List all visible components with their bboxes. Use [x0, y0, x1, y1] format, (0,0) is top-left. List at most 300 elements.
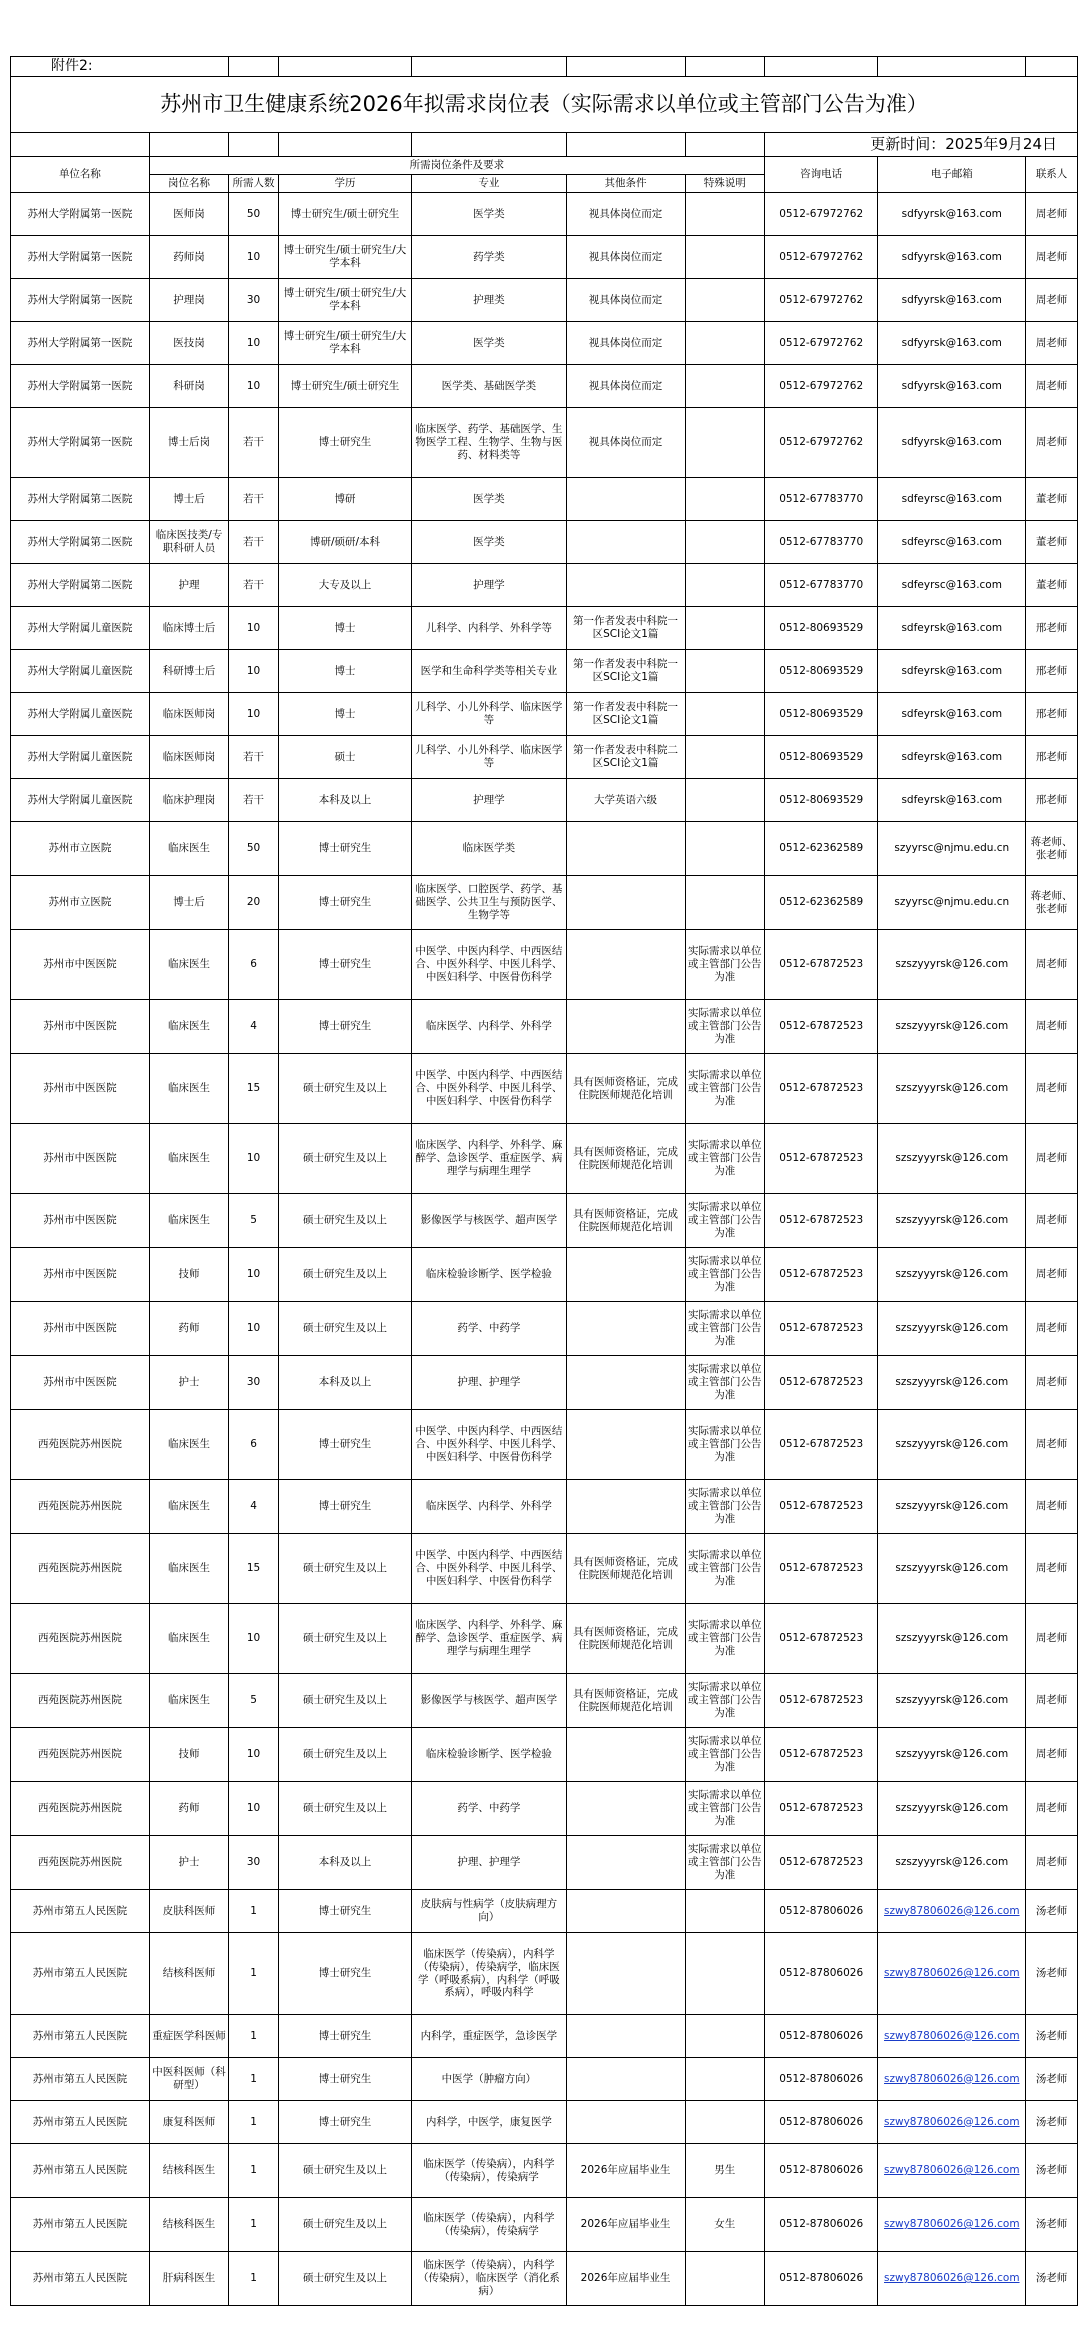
cell-count: 6 [229, 1410, 279, 1480]
cell-post: 皮肤科医师 [149, 1890, 228, 1933]
cell-count: 15 [229, 1054, 279, 1124]
cell-count: 1 [229, 1933, 279, 2015]
cell-contact: 邢老师 [1026, 607, 1078, 650]
table-row [11, 1480, 1078, 1534]
table-row [11, 408, 1078, 478]
cell-major: 护理类 [412, 279, 566, 322]
cell-phone: 0512-80693529 [764, 650, 878, 693]
cell-edu: 博士 [278, 693, 411, 736]
cell-contact: 邢老师 [1026, 650, 1078, 693]
cell-phone: 0512-80693529 [764, 736, 878, 779]
cell-email: szyyrsc@njmu.edu.cn [878, 876, 1026, 930]
cell-email: sdfyyrsk@163.com [878, 236, 1026, 279]
cell-phone: 0512-67872523 [764, 1480, 878, 1534]
cell-post: 临床医生 [149, 1534, 228, 1604]
cell-special [685, 822, 764, 876]
cell-special: 实际需求以单位或主管部门公告为准 [685, 1124, 764, 1194]
cell-count: 10 [229, 365, 279, 408]
cell-post: 临床医生 [149, 1000, 228, 1054]
cell-special: 男生 [685, 2144, 764, 2198]
cell-major: 儿科学、内科学、外科学等 [412, 607, 566, 650]
cell-major: 医学类、基础医学类 [412, 365, 566, 408]
cell-post: 康复科医师 [149, 2101, 228, 2144]
cell-unit: 苏州大学附属儿童医院 [11, 650, 150, 693]
cell-edu: 大专及以上 [278, 564, 411, 607]
cell-edu: 博研 [278, 478, 411, 521]
header-other: 其他条件 [566, 175, 685, 193]
cell-special [685, 478, 764, 521]
cell-phone: 0512-87806026 [764, 2101, 878, 2144]
cell-contact: 周老师 [1026, 930, 1078, 1000]
cell-other: 2026年应届毕业生 [566, 2198, 685, 2252]
table-row [11, 2144, 1078, 2198]
cell-edu: 博士 [278, 650, 411, 693]
cell-phone: 0512-87806026 [764, 1933, 878, 2015]
cell-phone: 0512-87806026 [764, 1890, 878, 1933]
cell-phone: 0512-62362589 [764, 822, 878, 876]
cell-unit: 西苑医院苏州医院 [11, 1728, 150, 1782]
cell-post: 护士 [149, 1356, 228, 1410]
cell-count: 1 [229, 2252, 279, 2306]
updated-date: 更新时间：2025年9月24日 [764, 133, 1077, 157]
cell-major: 临床检验诊断学、医学检验 [412, 1728, 566, 1782]
cell-phone: 0512-67872523 [764, 1604, 878, 1674]
cell-special [685, 365, 764, 408]
header-edu: 学历 [278, 175, 411, 193]
cell-other: 大学英语六级 [566, 779, 685, 822]
cell-contact: 周老师 [1026, 1356, 1078, 1410]
header-row-1 [11, 157, 1078, 175]
cell-count: 1 [229, 2144, 279, 2198]
cell-special [685, 650, 764, 693]
header-phone: 咨询电话 [764, 157, 878, 193]
cell-unit: 苏州大学附属第二医院 [11, 521, 150, 564]
cell-email: sdfyyrsk@163.com [878, 279, 1026, 322]
cell-edu: 博士研究生 [278, 2015, 411, 2058]
cell-edu: 博士研究生 [278, 876, 411, 930]
cell-other: 视具体岗位而定 [566, 365, 685, 408]
cell-count: 30 [229, 1356, 279, 1410]
cell-other [566, 822, 685, 876]
cell-special: 实际需求以单位或主管部门公告为准 [685, 1194, 764, 1248]
cell-unit: 西苑医院苏州医院 [11, 1534, 150, 1604]
cell-unit: 苏州大学附属第一医院 [11, 236, 150, 279]
table-row [11, 1124, 1078, 1194]
cell-unit: 苏州大学附属儿童医院 [11, 779, 150, 822]
table-row [11, 236, 1078, 279]
cell-count: 若干 [229, 736, 279, 779]
cell-major: 影像医学与核医学、超声医学 [412, 1194, 566, 1248]
cell-email: sdfeyrsc@163.com [878, 521, 1026, 564]
table-row [11, 1410, 1078, 1480]
cell-major: 临床医学、内科学、外科学 [412, 1480, 566, 1534]
cell-edu: 硕士研究生及以上 [278, 1604, 411, 1674]
cell-edu: 博士研究生/硕士研究生 [278, 193, 411, 236]
cell-phone: 0512-67872523 [764, 930, 878, 1000]
cell-other: 视具体岗位而定 [566, 322, 685, 365]
cell-unit: 苏州市第五人民医院 [11, 1890, 150, 1933]
cell-phone: 0512-67972762 [764, 236, 878, 279]
cell-post: 药师岗 [149, 236, 228, 279]
cell-post: 技师 [149, 1728, 228, 1782]
cell-phone: 0512-80693529 [764, 607, 878, 650]
cell-edu: 博士研究生/硕士研究生 [278, 365, 411, 408]
cell-other [566, 1302, 685, 1356]
cell-special: 实际需求以单位或主管部门公告为准 [685, 1302, 764, 1356]
cell-edu: 博士研究生 [278, 2058, 411, 2101]
cell-edu: 硕士研究生及以上 [278, 1124, 411, 1194]
cell-special [685, 693, 764, 736]
cell-special: 实际需求以单位或主管部门公告为准 [685, 1674, 764, 1728]
cell-email[interactable]: szwy87806026@126.com [878, 2101, 1026, 2144]
cell-special: 实际需求以单位或主管部门公告为准 [685, 1782, 764, 1836]
cell-special: 实际需求以单位或主管部门公告为准 [685, 1836, 764, 1890]
cell-phone: 0512-67783770 [764, 478, 878, 521]
cell-count: 1 [229, 2101, 279, 2144]
cell-phone: 0512-67872523 [764, 1534, 878, 1604]
cell-count: 10 [229, 1782, 279, 1836]
cell-unit: 苏州大学附属第二医院 [11, 478, 150, 521]
cell-count: 1 [229, 2058, 279, 2101]
table-row [11, 779, 1078, 822]
cell-email: szszyyyrsk@126.com [878, 930, 1026, 1000]
cell-major: 临床医学、口腔医学、药学、基础医学、公共卫生与预防医学、生物学等 [412, 876, 566, 930]
cell-phone: 0512-67872523 [764, 1728, 878, 1782]
annex-row [11, 57, 1078, 77]
cell-phone: 0512-67872523 [764, 1124, 878, 1194]
cell-count: 10 [229, 322, 279, 365]
cell-count: 若干 [229, 478, 279, 521]
cell-email: szszyyyrsk@126.com [878, 1000, 1026, 1054]
table-row [11, 1604, 1078, 1674]
cell-contact: 周老师 [1026, 322, 1078, 365]
cell-phone: 0512-87806026 [764, 2058, 878, 2101]
table-row [11, 2101, 1078, 2144]
table-row [11, 279, 1078, 322]
cell-email: szszyyyrsk@126.com [878, 1054, 1026, 1124]
cell-phone: 0512-67972762 [764, 365, 878, 408]
cell-email[interactable]: szwy87806026@126.com [878, 1933, 1026, 2015]
cell-special [685, 2058, 764, 2101]
cell-phone: 0512-67872523 [764, 1410, 878, 1480]
cell-other: 第一作者发表中科院一区SCI论文1篇 [566, 693, 685, 736]
table-row [11, 2198, 1078, 2252]
cell-phone: 0512-67783770 [764, 564, 878, 607]
cell-major: 儿科学、小儿外科学、临床医学等 [412, 736, 566, 779]
cell-edu: 硕士研究生及以上 [278, 1534, 411, 1604]
cell-count: 1 [229, 2015, 279, 2058]
cell-edu: 硕士研究生及以上 [278, 2144, 411, 2198]
table-row [11, 1836, 1078, 1890]
table-row [11, 2058, 1078, 2101]
cell-other [566, 1248, 685, 1302]
cell-post: 中医科医师（科研型） [149, 2058, 228, 2101]
header-unit: 单位名称 [11, 157, 150, 193]
cell-major: 医学类 [412, 193, 566, 236]
table-row [11, 650, 1078, 693]
cell-unit: 苏州市第五人民医院 [11, 2101, 150, 2144]
cell-contact: 汤老师 [1026, 2058, 1078, 2101]
cell-count: 10 [229, 650, 279, 693]
cell-major: 医学和生命科学类等相关专业 [412, 650, 566, 693]
cell-post: 医技岗 [149, 322, 228, 365]
cell-email: szszyyyrsk@126.com [878, 1782, 1026, 1836]
table-row [11, 365, 1078, 408]
cell-count: 若干 [229, 564, 279, 607]
cell-edu: 硕士研究生及以上 [278, 1248, 411, 1302]
cell-count: 10 [229, 1604, 279, 1674]
cell-phone: 0512-67872523 [764, 1674, 878, 1728]
header-special: 特殊说明 [685, 175, 764, 193]
cell-special [685, 408, 764, 478]
cell-special: 实际需求以单位或主管部门公告为准 [685, 1054, 764, 1124]
cell-other: 第一作者发表中科院一区SCI论文1篇 [566, 650, 685, 693]
table-row [11, 2015, 1078, 2058]
cell-count: 10 [229, 607, 279, 650]
cell-post: 博士后 [149, 478, 228, 521]
cell-edu: 硕士研究生及以上 [278, 1054, 411, 1124]
table-row [11, 930, 1078, 1000]
cell-unit: 西苑医院苏州医院 [11, 1604, 150, 1674]
cell-unit: 苏州市中医医院 [11, 1194, 150, 1248]
cell-special [685, 1890, 764, 1933]
cell-post: 临床护理岗 [149, 779, 228, 822]
cell-post: 科研岗 [149, 365, 228, 408]
cell-email: szszyyyrsk@126.com [878, 1728, 1026, 1782]
cell-post: 药师 [149, 1302, 228, 1356]
table-row [11, 1890, 1078, 1933]
cell-email: szszyyyrsk@126.com [878, 1534, 1026, 1604]
cell-count: 10 [229, 1124, 279, 1194]
cell-unit: 苏州市第五人民医院 [11, 1933, 150, 2015]
table-row [11, 736, 1078, 779]
cell-contact: 董老师 [1026, 521, 1078, 564]
cell-email: szyyrsc@njmu.edu.cn [878, 822, 1026, 876]
cell-email: sdfyyrsk@163.com [878, 408, 1026, 478]
cell-count: 10 [229, 1248, 279, 1302]
cell-email: szszyyyrsk@126.com [878, 1836, 1026, 1890]
cell-email: sdfyyrsk@163.com [878, 365, 1026, 408]
cell-contact: 蒋老师、张老师 [1026, 876, 1078, 930]
cell-edu: 博士研究生 [278, 1890, 411, 1933]
cell-major: 临床医学、内科学、外科学、麻醉学、急诊医学、重症医学、病理学与病理生理学 [412, 1604, 566, 1674]
cell-special: 女生 [685, 2198, 764, 2252]
cell-email: szszyyyrsk@126.com [878, 1194, 1026, 1248]
cell-other: 视具体岗位而定 [566, 236, 685, 279]
cell-unit: 苏州市第五人民医院 [11, 2058, 150, 2101]
cell-post: 科研博士后 [149, 650, 228, 693]
cell-contact: 周老师 [1026, 1194, 1078, 1248]
cell-unit: 苏州市第五人民医院 [11, 2144, 150, 2198]
cell-phone: 0512-67872523 [764, 1248, 878, 1302]
cell-email: sdfeyrsk@163.com [878, 693, 1026, 736]
table-row [11, 1674, 1078, 1728]
updated-row [11, 133, 1078, 157]
cell-contact: 周老师 [1026, 236, 1078, 279]
cell-major: 影像医学与核医学、超声医学 [412, 1674, 566, 1728]
cell-count: 若干 [229, 408, 279, 478]
cell-special: 实际需求以单位或主管部门公告为准 [685, 1728, 764, 1782]
table-row [11, 1933, 1078, 2015]
cell-contact: 汤老师 [1026, 1933, 1078, 2015]
cell-major: 临床检验诊断学、医学检验 [412, 1248, 566, 1302]
table-row [11, 2252, 1078, 2306]
cell-post: 临床医生 [149, 930, 228, 1000]
cell-edu: 博士研究生 [278, 930, 411, 1000]
table-row [11, 1194, 1078, 1248]
header-email: 电子邮箱 [878, 157, 1026, 193]
cell-post: 临床医生 [149, 1410, 228, 1480]
cell-post: 药师 [149, 1782, 228, 1836]
cell-other: 第一作者发表中科院二区SCI论文1篇 [566, 736, 685, 779]
cell-major: 中医学、中医内科学、中西医结合、中医外科学、中医儿科学、中医妇科学、中医骨伤科学 [412, 930, 566, 1000]
cell-phone: 0512-67972762 [764, 193, 878, 236]
cell-unit: 苏州市中医医院 [11, 1000, 150, 1054]
cell-special [685, 876, 764, 930]
table-row [11, 822, 1078, 876]
cell-email: sdfeyrsk@163.com [878, 779, 1026, 822]
header-count: 所需人数 [229, 175, 279, 193]
cell-edu: 博士研究生/硕士研究生/大学本科 [278, 279, 411, 322]
cell-email: sdfeyrsk@163.com [878, 607, 1026, 650]
cell-edu: 本科及以上 [278, 1356, 411, 1410]
cell-email[interactable]: szwy87806026@126.com [878, 1890, 1026, 1933]
cell-email: szszyyyrsk@126.com [878, 1356, 1026, 1410]
cell-special [685, 1933, 764, 2015]
cell-post: 技师 [149, 1248, 228, 1302]
cell-major: 临床医学（传染病），内科学（传染病），临床医学（消化系病） [412, 2252, 566, 2306]
cell-special [685, 521, 764, 564]
cell-contact: 周老师 [1026, 1604, 1078, 1674]
cell-major: 护理学 [412, 779, 566, 822]
cell-edu: 博士研究生/硕士研究生/大学本科 [278, 322, 411, 365]
cell-contact: 董老师 [1026, 478, 1078, 521]
cell-unit: 苏州大学附属儿童医院 [11, 607, 150, 650]
cell-contact: 周老师 [1026, 365, 1078, 408]
cell-special: 实际需求以单位或主管部门公告为准 [685, 1410, 764, 1480]
cell-special: 实际需求以单位或主管部门公告为准 [685, 1534, 764, 1604]
cell-edu: 博士 [278, 607, 411, 650]
cell-phone: 0512-67872523 [764, 1782, 878, 1836]
cell-edu: 硕士研究生及以上 [278, 1782, 411, 1836]
cell-other: 具有医师资格证，完成住院医师规范化培训 [566, 1674, 685, 1728]
cell-major: 医学类 [412, 521, 566, 564]
cell-major: 内科学，中医学，康复医学 [412, 2101, 566, 2144]
cell-email: szszyyyrsk@126.com [878, 1480, 1026, 1534]
cell-other: 视具体岗位而定 [566, 408, 685, 478]
cell-post: 护理岗 [149, 279, 228, 322]
cell-phone: 0512-67872523 [764, 1194, 878, 1248]
cell-major: 临床医学（传染病），内科学（传染病），传染病学，临床医学（呼吸系病），内科学（呼吸系病），呼吸内科学 [412, 1933, 566, 2015]
cell-unit: 苏州市中医医院 [11, 930, 150, 1000]
cell-unit: 苏州大学附属儿童医院 [11, 736, 150, 779]
table-row [11, 193, 1078, 236]
cell-count: 4 [229, 1000, 279, 1054]
cell-major: 护理、护理学 [412, 1836, 566, 1890]
cell-email[interactable]: szwy87806026@126.com [878, 2015, 1026, 2058]
header-post: 岗位名称 [149, 175, 228, 193]
cell-email: sdfyyrsk@163.com [878, 322, 1026, 365]
cell-major: 内科学，重症医学，急诊医学 [412, 2015, 566, 2058]
cell-contact: 周老师 [1026, 1000, 1078, 1054]
cell-email[interactable]: szwy87806026@126.com [878, 2252, 1026, 2306]
cell-count: 15 [229, 1534, 279, 1604]
cell-major: 中医学（肿瘤方向） [412, 2058, 566, 2101]
cell-post: 重症医学科医师 [149, 2015, 228, 2058]
cell-edu: 本科及以上 [278, 1836, 411, 1890]
cell-unit: 苏州大学附属第一医院 [11, 365, 150, 408]
cell-major: 临床医学（传染病），内科学（传染病），传染病学 [412, 2144, 566, 2198]
cell-major: 儿科学、小儿外科学、临床医学等 [412, 693, 566, 736]
cell-unit: 苏州市中医医院 [11, 1124, 150, 1194]
cell-major: 护理学 [412, 564, 566, 607]
cell-email[interactable]: szwy87806026@126.com [878, 2058, 1026, 2101]
cell-other: 第一作者发表中科院一区SCI论文1篇 [566, 607, 685, 650]
cell-count: 5 [229, 1194, 279, 1248]
cell-email: szszyyyrsk@126.com [878, 1302, 1026, 1356]
cell-contact: 汤老师 [1026, 1890, 1078, 1933]
cell-email: sdfeyrsc@163.com [878, 564, 1026, 607]
cell-unit: 西苑医院苏州医院 [11, 1410, 150, 1480]
cell-email: sdfeyrsk@163.com [878, 736, 1026, 779]
cell-unit: 苏州大学附属儿童医院 [11, 693, 150, 736]
cell-other [566, 930, 685, 1000]
cell-post: 临床医生 [149, 1604, 228, 1674]
cell-count: 10 [229, 1728, 279, 1782]
cell-email: szszyyyrsk@126.com [878, 1674, 1026, 1728]
cell-special [685, 564, 764, 607]
cell-email[interactable]: szwy87806026@126.com [878, 2144, 1026, 2198]
cell-major: 中医学、中医内科学、中西医结合、中医外科学、中医儿科学、中医妇科学、中医骨伤科学 [412, 1054, 566, 1124]
cell-post: 结核科医生 [149, 2144, 228, 2198]
title-row [11, 77, 1078, 133]
cell-phone: 0512-87806026 [764, 2144, 878, 2198]
cell-special [685, 779, 764, 822]
cell-special [685, 2252, 764, 2306]
cell-contact: 周老师 [1026, 193, 1078, 236]
cell-other [566, 1000, 685, 1054]
cell-edu: 博士研究生 [278, 2101, 411, 2144]
cell-unit: 西苑医院苏州医院 [11, 1836, 150, 1890]
cell-contact: 汤老师 [1026, 2198, 1078, 2252]
cell-other: 具有医师资格证，完成住院医师规范化培训 [566, 1124, 685, 1194]
cell-unit: 苏州市第五人民医院 [11, 2252, 150, 2306]
cell-other [566, 1933, 685, 2015]
cell-count: 10 [229, 236, 279, 279]
cell-edu: 硕士 [278, 736, 411, 779]
cell-unit: 苏州市立医院 [11, 822, 150, 876]
cell-contact: 邢老师 [1026, 736, 1078, 779]
cell-contact: 周老师 [1026, 1836, 1078, 1890]
cell-email[interactable]: szwy87806026@126.com [878, 2198, 1026, 2252]
table-row [11, 1782, 1078, 1836]
cell-contact: 周老师 [1026, 1480, 1078, 1534]
cell-post: 医师岗 [149, 193, 228, 236]
cell-unit: 苏州市中医医院 [11, 1248, 150, 1302]
cell-edu: 硕士研究生及以上 [278, 2252, 411, 2306]
table-row [11, 1302, 1078, 1356]
cell-post: 临床博士后 [149, 607, 228, 650]
cell-contact: 周老师 [1026, 1054, 1078, 1124]
cell-edu: 博士研究生 [278, 822, 411, 876]
header-contact: 联系人 [1026, 157, 1078, 193]
annex-label: 附件2: [11, 57, 229, 77]
cell-post: 临床医技类/专职科研人员 [149, 521, 228, 564]
cell-unit: 西苑医院苏州医院 [11, 1782, 150, 1836]
cell-contact: 周老师 [1026, 408, 1078, 478]
cell-unit: 苏州大学附属第一医院 [11, 408, 150, 478]
table-row [11, 1248, 1078, 1302]
